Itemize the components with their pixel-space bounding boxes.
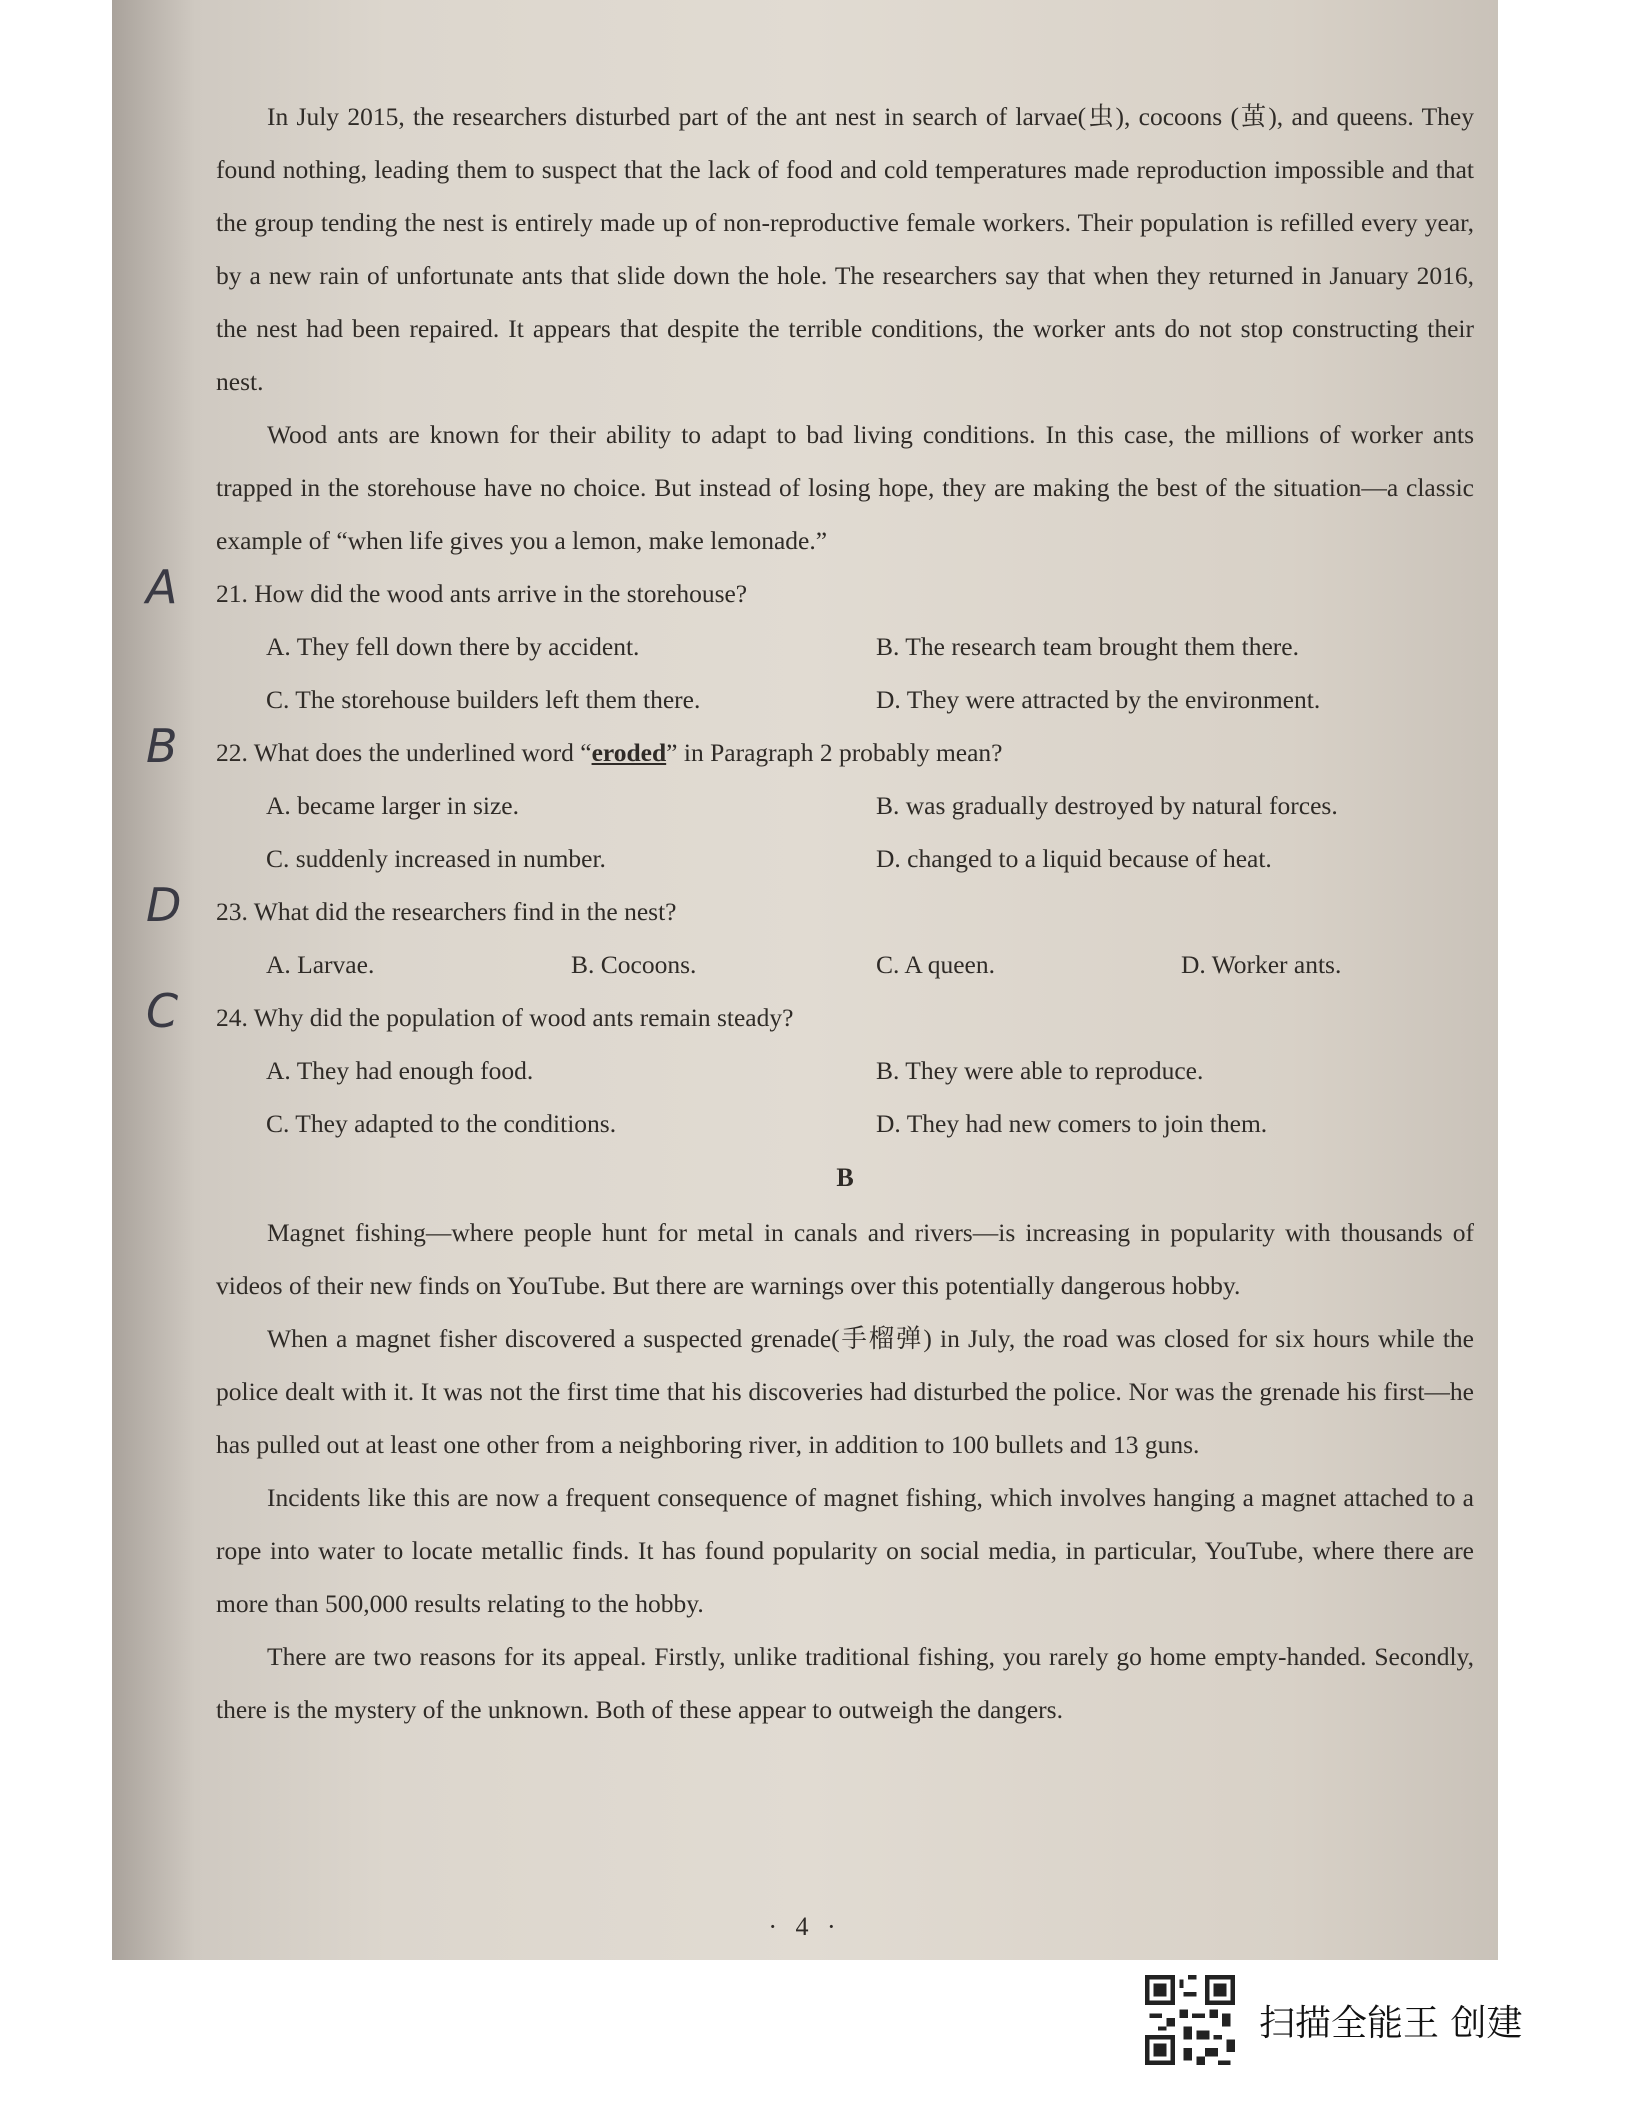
option-a: A. They fell down there by accident. <box>266 632 640 661</box>
section-heading-b: B <box>836 1163 854 1192</box>
qr-code-icon <box>1145 1975 1235 2065</box>
options <box>216 1044 1474 1150</box>
paragraph-wood-ants: Wood ants are known for their ability to adapt to bad living conditions. In this case, the millions of worker ants trapped in the storehouse have no choice. But instead of losing hope, they are making the best of the situation—a classic example of “when life gives you a lemon, make lemonade.” <box>216 420 1474 555</box>
page-content <box>146 90 1474 1736</box>
option-d: D. They were attracted by the environment. <box>876 685 1321 714</box>
paragraph-incidents: Incidents like this are now a frequent consequence of magnet fishing, which involves hanging a magnet attached to a rope into water to locate metallic finds. It has found popularity on social media, in particular, YouTube, where there are more than 500,000 results relating to the hobby. <box>216 1483 1474 1618</box>
paragraph-continued: In July 2015, the researchers disturbed part of the ant nest in search of larvae(虫), cocoons (茧), and queens. They found nothing, leading them to suspect that the lack of food and cold temperatures made reproduction impossible and that the group tending the nest is entirely made up of non-reproductive female workers. Their population is refilled every year, by a new rain of unfortunate ants that slide down the hole. The researchers say that when they returned in January 2016, the nest had been repaired. It appears that despite the terrible conditions, the worker ants do not stop constructing their nest. <box>216 102 1474 396</box>
question-stem <box>216 726 1474 779</box>
paragraph-appeal: There are two reasons for its appeal. Firstly, unlike traditional fishing, you rarely go home empty-handed. Secondly, there is the mystery of the unknown. Both of these appear to outweigh the dangers. <box>216 1642 1474 1724</box>
paragraph-magnet-fishing: Magnet fishing—where people hunt for metal in canals and rivers—is increasing in popularity with thousands of videos of their new finds on YouTube. But there are warnings over this potentially dangerous hobby. <box>216 1218 1474 1300</box>
handwritten-answer: B <box>146 719 178 773</box>
option-b: B. Cocoons. <box>571 950 697 979</box>
handwritten-answer: A <box>146 560 178 614</box>
underlined-word: eroded <box>591 738 667 767</box>
option-b: B. was gradually destroyed by natural forces. <box>876 791 1338 820</box>
question-24 <box>146 984 1474 1150</box>
scanner-watermark <box>1145 1974 1522 2066</box>
option-a: A. They had enough food. <box>266 1056 534 1085</box>
handwritten-answer: D <box>146 878 182 932</box>
option-d: D. changed to a liquid because of heat. <box>876 844 1272 873</box>
option-c: C. They adapted to the conditions. <box>266 1109 617 1138</box>
stem-post: ” in Paragraph 2 probably mean? <box>666 738 1003 767</box>
question-22 <box>146 719 1474 885</box>
question-stem: 24. Why did the population of wood ants remain steady? <box>216 1003 794 1032</box>
option-a: A. Larvae. <box>266 950 375 979</box>
stem-pre: 22. What does the underlined word “ <box>216 738 592 767</box>
option-d: D. They had new comers to join them. <box>876 1109 1268 1138</box>
question-stem: 21. How did the wood ants arrive in the storehouse? <box>216 579 748 608</box>
handwritten-answer: C <box>146 984 179 1038</box>
option-d: D. Worker ants. <box>1181 950 1342 979</box>
scanner-text: 扫描全能王 创建 <box>1259 2002 1523 2044</box>
option-c: C. A queen. <box>876 950 995 979</box>
options <box>216 620 1474 726</box>
options <box>216 779 1474 885</box>
question-21 <box>146 560 1474 726</box>
page-number: · 4 · <box>768 1912 842 1941</box>
question-23 <box>146 878 1474 991</box>
option-c: C. The storehouse builders left them there. <box>266 685 701 714</box>
paragraph-grenade: When a magnet fisher discovered a suspected grenade(手榴弹) in July, the road was closed for six hours while the police dealt with it. It was not the first time that his discoveries had disturbed the police. Nor was the grenade his first—he has pulled out at least one other from a neighboring river, in addition to 100 bullets and 13 guns. <box>216 1324 1474 1459</box>
option-b: B. The research team brought them there. <box>876 632 1299 661</box>
option-a: A. became larger in size. <box>266 791 519 820</box>
option-b: B. They were able to reproduce. <box>876 1056 1204 1085</box>
question-stem: 23. What did the researchers find in the nest? <box>216 897 677 926</box>
option-c: C. suddenly increased in number. <box>266 844 606 873</box>
options <box>216 938 1474 991</box>
scanned-page <box>112 0 1498 1960</box>
